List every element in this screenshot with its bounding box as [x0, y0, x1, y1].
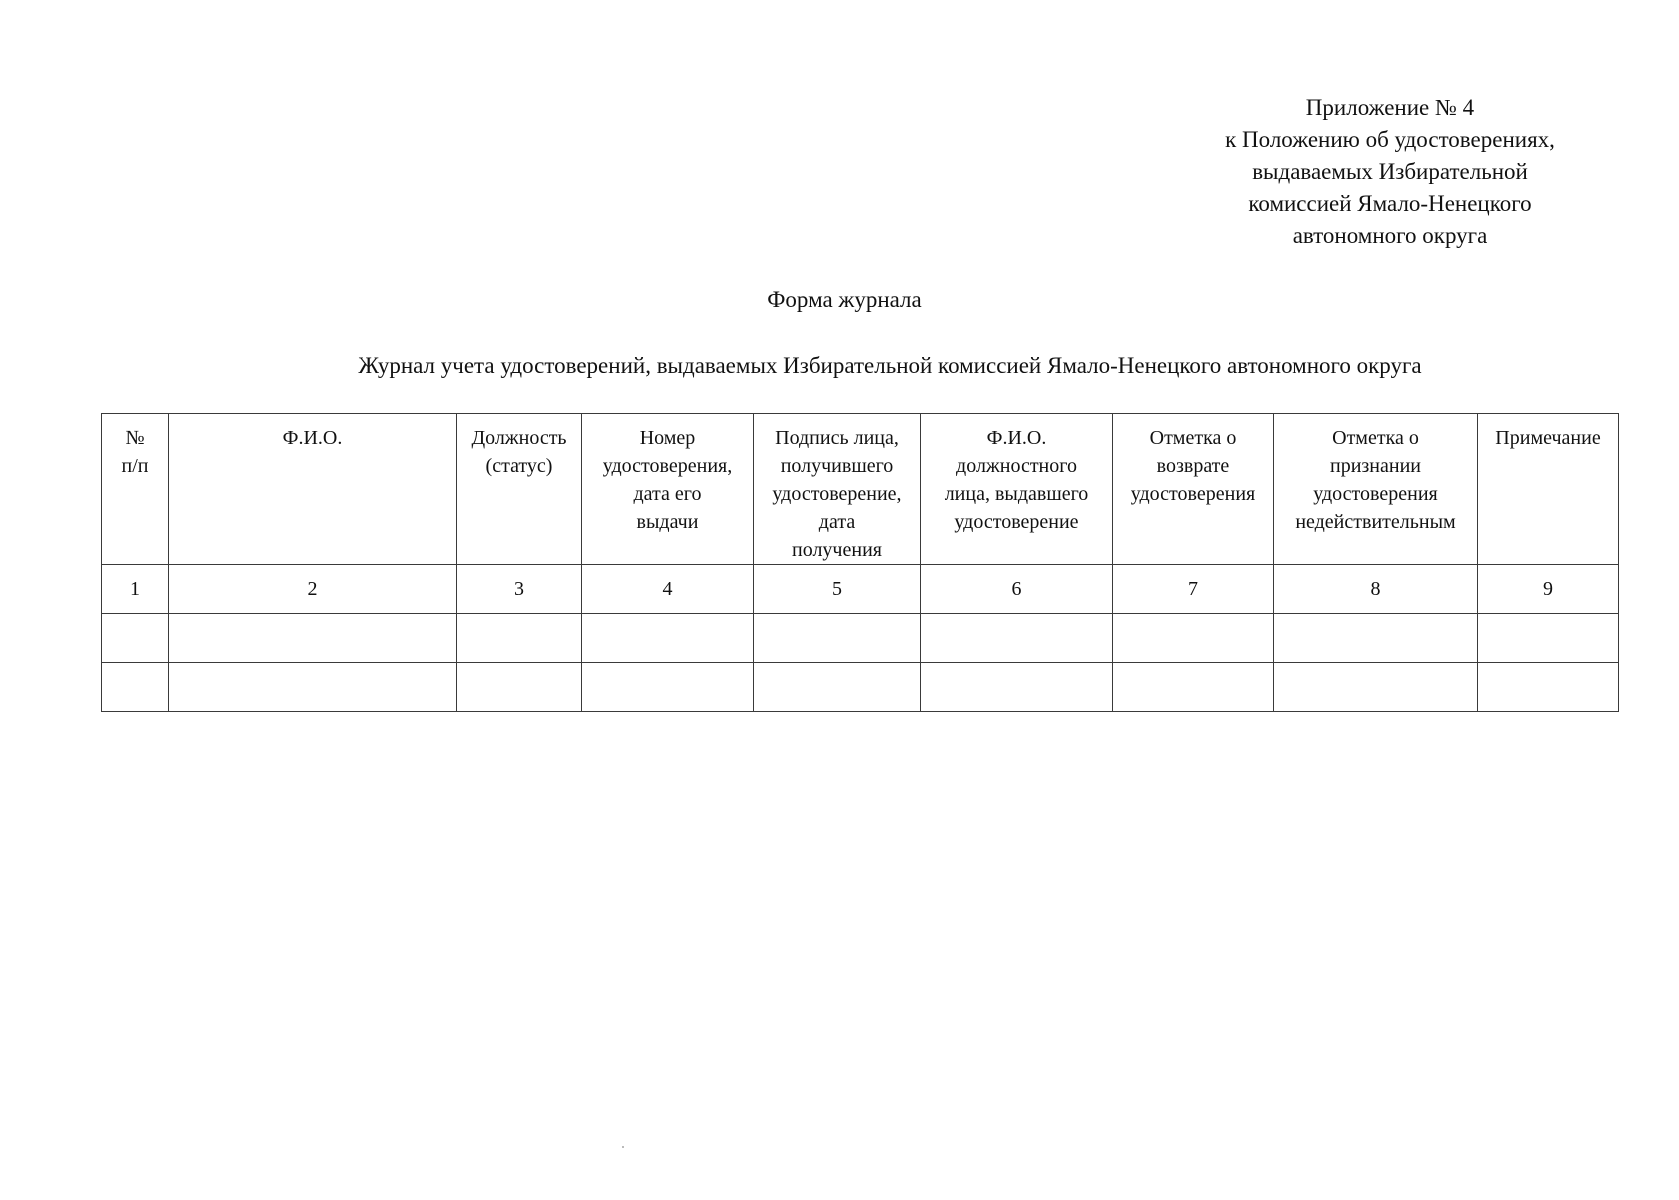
column-number: 5 — [754, 565, 921, 614]
header-recipient-signature: Подпись лица, получившего удостоверение, дата получения — [754, 414, 921, 565]
appendix-line: комиссией Ямало-Ненецкого — [1248, 191, 1532, 216]
scan-speck — [622, 1146, 624, 1148]
journal-title: Журнал учета удостоверений, выдаваемых Избирательной комиссией Ямало-Ненецкого автономного округа — [358, 353, 1422, 378]
column-number: 4 — [582, 565, 754, 614]
header-number: № п/п — [102, 414, 169, 565]
table-cell — [102, 614, 169, 663]
column-number-row — [102, 565, 1619, 614]
table-row — [102, 614, 1619, 663]
table-cell — [754, 614, 921, 663]
header-position: Должность (статус) — [457, 414, 582, 565]
column-number: 8 — [1274, 565, 1478, 614]
table-cell — [457, 663, 582, 712]
table-cell — [1113, 663, 1274, 712]
column-number: 6 — [921, 565, 1113, 614]
header-issuer-name: Ф.И.О. должностного лица, выдавшего удостоверение — [921, 414, 1113, 565]
table-cell — [1113, 614, 1274, 663]
header-full-name: Ф.И.О. — [169, 414, 457, 565]
table-cell — [582, 614, 754, 663]
appendix-line: выдаваемых Избирательной — [1252, 159, 1528, 184]
header-certificate-number: Номер удостоверения, дата его выдачи — [582, 414, 754, 565]
column-number: 7 — [1113, 565, 1274, 614]
column-number: 9 — [1478, 565, 1619, 614]
table-cell — [582, 663, 754, 712]
table-header-row — [102, 414, 1619, 565]
form-title: Форма журнала — [767, 287, 922, 312]
table-cell — [921, 663, 1113, 712]
table-row — [102, 663, 1619, 712]
header-return-mark: Отметка о возврате удостоверения — [1113, 414, 1274, 565]
column-number: 3 — [457, 565, 582, 614]
appendix-line: автономного округа — [1292, 223, 1488, 248]
appendix-line: к Положению об удостоверениях, — [1225, 127, 1555, 152]
table-cell — [921, 614, 1113, 663]
column-number: 1 — [102, 565, 169, 614]
appendix-line: Приложение № 4 — [1305, 95, 1475, 120]
table-cell — [1274, 663, 1478, 712]
table-cell — [754, 663, 921, 712]
header-invalid-mark: Отметка о признании удостоверения недействительным — [1274, 414, 1478, 565]
appendix-block — [1140, 92, 1640, 252]
journal-table — [101, 413, 1619, 712]
table-cell — [169, 663, 457, 712]
table-cell — [1478, 663, 1619, 712]
table-cell — [1274, 614, 1478, 663]
table-cell — [1478, 614, 1619, 663]
table-cell — [102, 663, 169, 712]
header-note: Примечание — [1478, 414, 1619, 565]
table-cell — [457, 614, 582, 663]
column-number: 2 — [169, 565, 457, 614]
table-cell — [169, 614, 457, 663]
